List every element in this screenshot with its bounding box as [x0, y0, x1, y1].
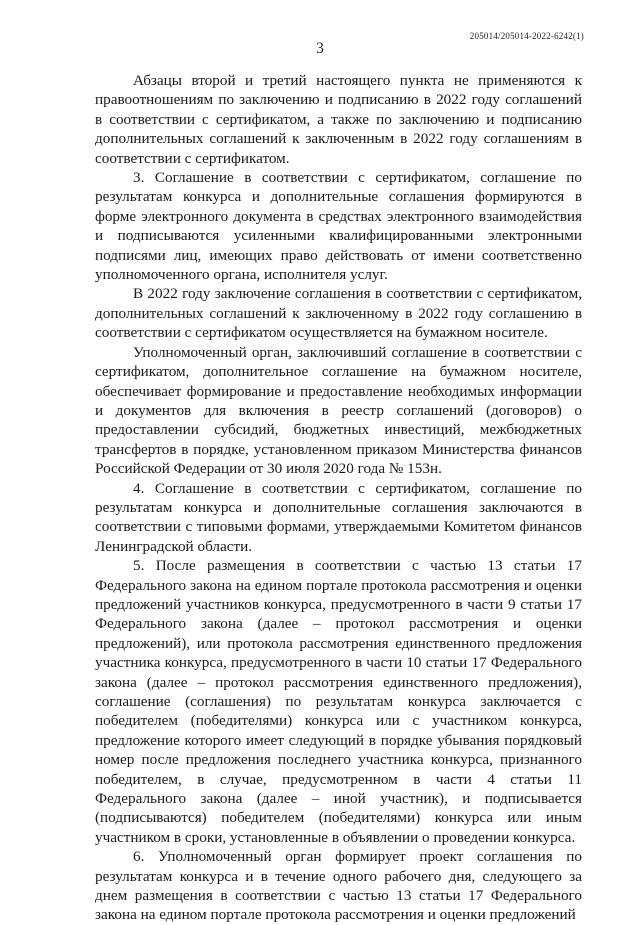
paragraph: 4. Соглашение в соответствии с сертификатом, соглашение по результатам конкурса и дополнительные соглашения заключаются в соответствии с типовыми формами, утверждаемыми Комитетом финансов Ленинградской области. [95, 479, 582, 555]
paragraph: Уполномоченный орган, заключивший соглашение в соответствии с сертификатом, дополнительное соглашение на бумажном носителе, обеспечивает формирование и предоставление необходимых информации и документов для включения в реестр соглашений (договоров) о предоставлении субсидий, бюджетных инвестиций, межбюджетных трансфертов в порядке, установленном приказом Министерства финансов Российской Федерации от 30 июля 2020 года № 153н. [95, 343, 582, 478]
document-body [95, 71, 582, 925]
page-number: 3 [316, 40, 324, 57]
paragraph: 6. Уполномоченный орган формирует проект соглашения по результатам конкурса и в течение одного рабочего дня, следующего за днем размещения в соответствии с частью 13 статьи 17 Федерального закона на едином портале протокола рассмотрения и оценки предложений [95, 848, 582, 924]
paragraph: В 2022 году заключение соглашения в соответствии с сертификатом, дополнительных соглашений к заключенному в 2022 году соглашению в соответствии с сертификатом осуществляется на бумажном носителе. [95, 285, 582, 342]
paragraph: Абзацы второй и третий настоящего пункта не применяются к правоотношениям по заключению и подписанию в 2022 году соглашений в соответствии с сертификатом, а также по заключению и подписанию дополнительных соглашений к заключенным в 2022 году соглашениям в соответствии с сертификатом. [95, 72, 582, 167]
paragraph: 5. После размещения в соответствии с частью 13 статьи 17 Федерального закона на едином портале протокола рассмотрения и оценки предложений участников конкурса, предусмотренного в части 9 статьи 17 Федерального закона (далее – протокол рассмотрения и оценки предложений), или протокола рассмотрения единственного предложения участника конкурса, предусмотренного в части 10 статьи 17 Федерального закона (далее – протокол рассмотрения единственного предложения), соглашение (соглашения) по результатам конкурса заключается с победителем (победителями) конкурса или с участником конкурса, предложение которого имеет следующий в порядке убывания порядковый номер после предложения последнего участника конкурса, признанного победителем, в случае, предусмотренном в части 4 статьи 11 Федерального закона (далее – иной участник), и подписывается (подписываются) победителем (победителями) конкурса или иным участником в сроки, установленные в объявлении о проведении конкурса. [95, 557, 582, 846]
document-id: 205014/205014-2022-6242(1) [469, 31, 584, 41]
paragraph: 3. Соглашение в соответствии с сертификатом, соглашение по результатам конкурса и дополнительные соглашения формируются в форме электронного документа в средствах электронного взаимодействия и подписываются усиленными квалифицированными электронными подписями лиц, имеющих право действовать от имени соответственно уполномоченного органа, исполнителя услуг. [95, 169, 582, 284]
